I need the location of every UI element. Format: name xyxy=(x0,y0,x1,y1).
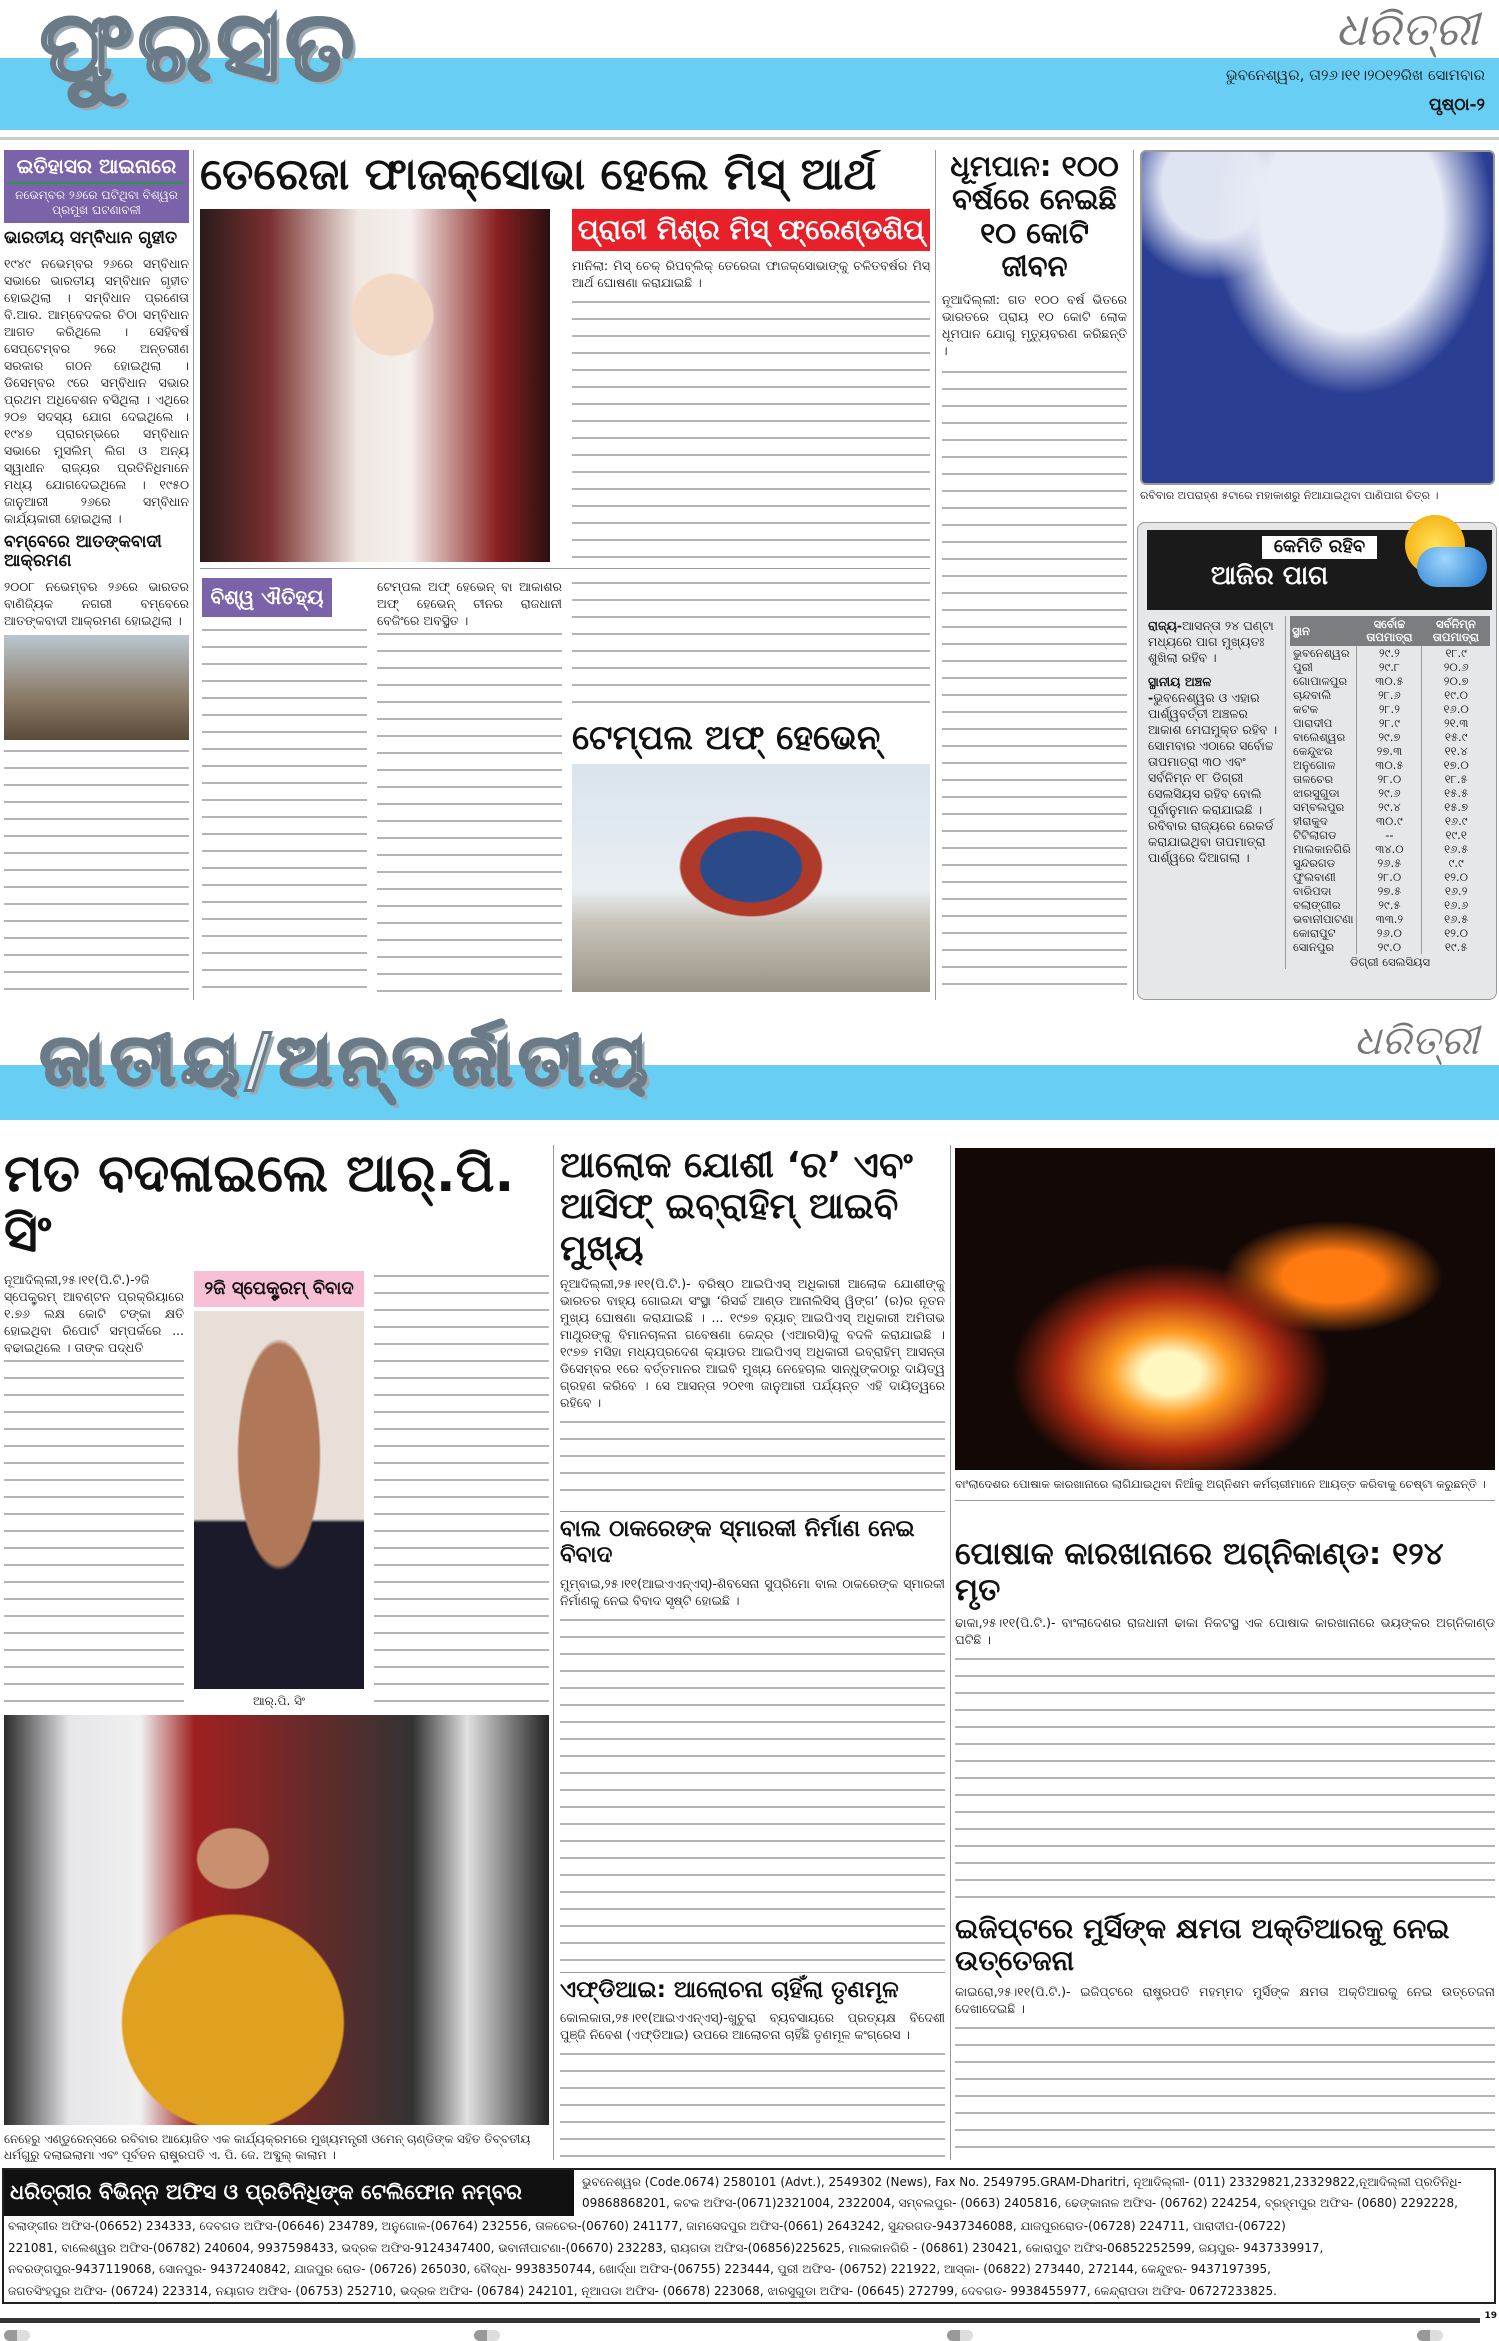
weather-row xyxy=(1290,842,1490,856)
registration-mark xyxy=(1417,2330,1443,2341)
weather-min: ୧୬.୬ xyxy=(1422,898,1490,912)
weather-row xyxy=(1290,800,1490,814)
weather-row xyxy=(1290,912,1490,926)
rp-headline: ମତ ବଦଳାଇଲେ ଆର୍.ପି. ସିଂ xyxy=(4,1145,515,1264)
weather-max: ୨୭.୫ xyxy=(1357,884,1422,898)
weather-place: ତାଳଚେର xyxy=(1293,772,1334,786)
weather-place: ସୁନ୍ଦରଗଡ xyxy=(1293,856,1336,870)
page-number: ପୃଷ୍ଠା-୨ xyxy=(1429,95,1485,115)
history-item-text: ୨୦୦୮ ନଭେମ୍ବର ୨୬ରେ ଭାରତର ବାଣିଜ୍ୟିକ ନଗରୀ ବମ୍ବେରେ ଆତଙ୍କବାଦୀ ଆକ୍ରମଣ ହୋଇଥିଲା । xyxy=(4,578,189,628)
weather-place: ବାରିପଦା xyxy=(1293,884,1332,898)
weather-row xyxy=(1290,772,1490,786)
registration-mark xyxy=(947,2330,973,2341)
divider xyxy=(950,1145,951,2160)
weather-row xyxy=(1290,744,1490,758)
col-min: ସର୍ବନିମ୍ନ ତାପମାତ୍ରା xyxy=(1432,617,1480,644)
weather-place: ମାଲକାନଗିରି xyxy=(1293,842,1351,856)
heritage-text-col2 xyxy=(377,629,562,992)
weather-row xyxy=(1290,674,1490,688)
weather-row xyxy=(1290,688,1490,702)
weather-max: ୩୦.୯ xyxy=(1357,814,1422,828)
rp-singh-photo xyxy=(194,1311,364,1689)
weather-row xyxy=(1290,758,1490,772)
egypt-text-continued xyxy=(955,2023,1495,2163)
weather-row xyxy=(1290,716,1490,730)
weather-place: ଗୋପାଳପୁର xyxy=(1293,674,1348,688)
weather-row xyxy=(1290,940,1490,954)
rp-text: ନୂଆଦିଲ୍ଲୀ,୨୫।୧୧(ପି.ଟି.)-୨ଜି ସ୍ପେକ୍ଟ୍ରମ୍ ଆବଣ୍ଟନ ପ୍ରକ୍ରିୟାରେ ୧.୭୬ ଲକ୍ଷ କୋଟି ଟଙ୍କା କ୍ଷତି ହୋଇଥିବା ରିପୋର୍ଟ ସମ୍ପର୍କରେ ... ବଢାଇଥିଲେ । ତାଙ୍କ ପଦ୍ଧତି xyxy=(4,1271,184,1355)
phone-line: ଭୁବନେଶ୍ୱର (Code.0674) 2580101 (Advt.), 2549302 (News), Fax No. 2549795.GRAM-Dharitri, ନୂଆଦିଲ୍ଲୀ- (011) 23329821,23329822,ନୂଆଦିଲ୍ଲୀ ପ୍ରତିନିଧି- xyxy=(582,2175,1462,2189)
thackeray-text-continued xyxy=(560,1615,945,1966)
weather-place: ଟିଟିଲାଗଡ xyxy=(1293,828,1337,842)
print-rule xyxy=(0,2318,1480,2323)
weather-max: ୨୮.୦ xyxy=(1357,772,1422,786)
smoking-headline: ଧୂମପାନ: ୧୦୦ ବର୍ଷରେ ନେଇଛି ୧୦ କୋଟି ଜୀବନ xyxy=(950,150,1119,284)
weather-unit: ଡିଗ୍ରୀ ସେଲସିୟସ xyxy=(1350,955,1430,969)
weather-row xyxy=(1290,884,1490,898)
divider xyxy=(193,150,194,1000)
weather-min: ୧୮.୯ xyxy=(1422,646,1490,660)
section2-brand: ଧରିତ୍ରୀ xyxy=(1354,1018,1479,1064)
factory-fire-photo xyxy=(955,1148,1495,1470)
fire-text-continued xyxy=(955,1654,1495,1906)
weather-min: ୧୨.୦ xyxy=(1422,870,1490,884)
phone-directory xyxy=(2,2168,1496,2304)
weather-place: କଟକ xyxy=(1293,702,1318,716)
thackeray-headline: ବାଲ ଠାକରେଙ୍କ ସ୍ମାରକୀ ନିର୍ମାଣ ନେଇ ବିବାଦ xyxy=(560,1511,945,1569)
weather-place: କୋରାପୁଟ xyxy=(1293,926,1336,940)
lead-text: ମାନିଲା: ମିସ୍ ଚେକ୍ ରିପବ୍ଲିକ୍ ତେରେଜା ଫାଜକ୍‌ସୋଭାଙ୍କୁ ଚଳିତବର୍ଷର ମିସ୍ ଆର୍ଥ ଘୋଷଣା କରାଯାଇଛି । xyxy=(572,257,930,290)
history-box-subtitle: ନଭେମ୍ବର ୨୬ରେ ଘଟିଥିବା ବିଶ୍ୱର ପ୍ରମୁଖ ଘଟଣାବଳୀ xyxy=(15,188,178,217)
weather-place: କେନ୍ଦୁଝର xyxy=(1293,744,1333,758)
heritage-headline: ଟେମ୍ପଲ ଅଫ୍ ହେଭେନ୍ xyxy=(572,717,881,758)
sub-banner: ପ୍ରାଚୀ ମିଶ୍ର ମିସ୍ ଫ୍ରେଣ୍ଡଶିପ୍ xyxy=(572,209,930,251)
weather-place: ଭବାନୀପାଟଣା xyxy=(1293,912,1354,926)
miss-earth-photo xyxy=(200,209,550,562)
weather-place: ସୋନପୁର xyxy=(1293,940,1335,954)
col-place: ସ୍ଥାନ xyxy=(1292,623,1310,638)
weather-max: ୨୯.୭ xyxy=(1357,730,1422,744)
weather-max: ୩୦.୫ xyxy=(1357,674,1422,688)
weather-state-label: ରାଜ୍ୟ- xyxy=(1148,618,1183,633)
weather-max: ୨୮.୦ xyxy=(1357,870,1422,884)
weather-max: ୨୬.୫ xyxy=(1357,856,1422,870)
history-box-title: ଇତିହାସର ଆଇନାରେ xyxy=(9,155,184,184)
print-page-number: 19 xyxy=(1484,2311,1497,2321)
weather-max: ୨୯.୬ xyxy=(1357,786,1422,800)
history-item-text: ୧୯୪୯ ନଭେମ୍ବର ୨୬ରେ ସମ୍ବିଧାନ ସଭାରେ ଭାରତୀୟ ସମ୍ବିଧାନ ଗୃହୀତ ହୋଇଥିଲା । ସମ୍ବିଧାନ ପ୍ରଣେତା ବି.ଆର. ଆମ୍ବେଦକର ଚିଠା ସମ୍ବିଧାନ ଆଗତ କରିଥିଲେ । ସେହିବର୍ଷ ସେପ୍ଟେମ୍ବର ୨ରେ ଅନ୍ତରୀଣ ସରକାର ଗଠନ ହୋଇଥିଲା । ଡିସେମ୍ବର ୯ରେ ସମ୍ବିଧାନ ସଭାର ପ୍ରଥମ ଅଧିବେଶନ ବସିଥିଲା । ଏଥିରେ ୨୦୭ ସଦସ୍ୟ ଯୋଗ ଦେଇଥିଲେ । ୧୯୪୭ ପ୍ରାରମ୍ଭରେ ସମ୍ବିଧାନ ସଭାରେ ମୁସଲିମ୍ ଲିଗ ଓ ଅନ୍ୟ ସ୍ୱାଧୀନ ରାଜ୍ୟର ପ୍ରତିନିଧିମାନେ ମଧ୍ୟ ଯୋଗଦେଇଥିଲେ । ୧୯୫୦ ଜାନୁଆରୀ ୨୬ରେ ସମ୍ବିଧାନ କାର୍ଯ୍ୟକାରୀ ହୋଇଥିଲା । xyxy=(4,255,189,526)
heritage-text-col1 xyxy=(202,625,367,992)
temple-of-heaven-photo xyxy=(572,764,930,992)
col-max: ସର୍ବୋଚ୍ଚ ତାପମାତ୍ରା xyxy=(1366,617,1413,644)
raw-text: ନୂଆଦିଲ୍ଲୀ,୨୫।୧୧(ପି.ଟି.)- ବରିଷ୍ଠ ଆଇପିଏସ୍ ଅଧିକାରୀ ଆଲୋକ ଯୋଶୀଙ୍କୁ ଭାରତର ବାହ୍ୟ ଗୋଇନ୍ଦା ସଂସ୍ଥା ‘ରିସର୍ଚ୍ଚ ଆଣ୍ଡ ଆନାଲିସିସ୍ ୱିଙ୍ଗ’ (ର)ର ନୂତନ ମୁଖ୍ୟ ଘୋଷଣା କରାଯାଇଛି । ... ୧୯୭୭ ବ୍ୟାଚ୍ ଆଇପିଏସ୍ ଅଧିକାରୀ ଅମିତାଭ ମାଥୁରଙ୍କୁ ବିମାନଚାଳନା ଗବେଷଣା କେନ୍ଦ୍ର (ଏଆରସି)କୁ ବଦଳି କରାଯାଇଛି । ୧୯୭୭ ମସିହା ମଧ୍ୟପ୍ରଦେଶ କ୍ୟାଡର ଆଇପିଏସ୍ ଅଧିକାରୀ ଇବ୍ରାହିମ୍ ଆସନ୍ତା ଡିସେମ୍ବର ୧ରେ ବର୍ତ୍ତମାନର ଆଇବି ମୁଖ୍ୟ ନେହେଚାଲ ସାନ୍ଧୁଙ୍କଠାରୁ ଦାୟିତ୍ୱ ଗ୍ରହଣ କରିବେ । ସେ ଆସନ୍ତା ୨୦୧୩ ଜାନୁଆରୀ ପର୍ଯ୍ୟନ୍ତ ଏହି ଦାୟିତ୍ୱରେ ରହିବେ । xyxy=(560,1276,945,1411)
weather-place: ବାଲେଶ୍ୱର xyxy=(1293,730,1346,744)
lead-text-continued xyxy=(572,297,930,562)
fire-text: ଢାକା,୨୫।୧୧(ପି.ଟି.)- ବାଂଲାଦେଶର ରାଜଧାନୀ ଢାକା ନିକଟସ୍ଥ ଏକ ପୋଷାକ କାରଖାନାରେ ଭୟଙ୍କର ଅଗ୍ନିକାଣ୍ଡ ଘଟିଛି । xyxy=(955,1615,1495,1648)
weather-min: ୧୫.୫ xyxy=(1422,786,1490,800)
weather-min: ୧୬.୨ xyxy=(1422,884,1490,898)
weather-max: ୨୯.୫ xyxy=(1357,898,1422,912)
registration-mark xyxy=(4,2330,30,2341)
weather-place: ଭୁବନେଶ୍ୱର xyxy=(1293,646,1350,660)
weather-min: ୧୨.୦ xyxy=(1422,926,1490,940)
dateline: ଭୁବନେଶ୍ୱର, ତା୨୬।୧୧।୨୦୧୨ରିଖ ସୋମବାର xyxy=(1225,66,1485,84)
weather-min: ୧୬.୦ xyxy=(1422,702,1490,716)
weather-min: ୧୫.୭ xyxy=(1422,800,1490,814)
weather-row xyxy=(1290,814,1490,828)
weather-min: ୧୭.୦ xyxy=(1422,758,1490,772)
divider xyxy=(0,137,1499,140)
weather-min: ୧୧.୪ xyxy=(1422,744,1490,758)
weather-title-1: କେମିତି ରହିବ xyxy=(1262,536,1377,559)
weather-max: ୨୯.୪ xyxy=(1357,800,1422,814)
weather-local-label: ସ୍ଥାନୀୟ ଅଞ୍ଚଳ - xyxy=(1148,674,1212,705)
rp-text-col2 xyxy=(374,1271,549,1709)
weather-min: ୧୫.୯ xyxy=(1422,730,1490,744)
divider xyxy=(553,1145,554,2160)
weather-place: ପାରାଦୀପ xyxy=(1293,716,1333,730)
weather-row xyxy=(1290,870,1490,884)
raw-text-continued xyxy=(560,1417,945,1505)
divider xyxy=(200,568,930,569)
weather-table xyxy=(1290,616,1490,954)
weather-min: ୨୦.୬ xyxy=(1422,660,1490,674)
fdi-text: କୋଲକାତା,୨୫।୧୧(ଆଇଏଏନ୍‌ଏସ୍)-ଖୁଚୁରା ବ୍ୟବସାୟରେ ପ୍ରତ୍ୟକ୍ଷ ବିଦେଶୀ ପୁଞ୍ଜି ନିବେଶ (ଏଫ୍‌ଡିଆଇ) ଉପରେ ଆଲୋଚନା ଚାହିଁଛି ତୃଣମୂଳ କଂଗ୍ରେସ । xyxy=(560,2009,945,2042)
dalai-lama-photo xyxy=(4,1715,549,2125)
weather-min: ୨୦.୭ xyxy=(1422,674,1490,688)
weather-row xyxy=(1290,856,1490,870)
registration-mark xyxy=(474,2330,500,2341)
weather-max: ୨୭.୩ xyxy=(1357,744,1422,758)
weather-place: ପୁରୀ xyxy=(1293,660,1313,674)
satellite-map xyxy=(1140,150,1495,485)
weather-place: ସମ୍ବଲପୁର xyxy=(1293,800,1345,814)
fire-photo-caption: ବାଂଲାଦେଶର ପୋଷାକ କାରଖାନାରେ ଲାଗିଯାଇଥିବା ନିଆଁକୁ ଅଗ୍ନିଶମ କର୍ମଚାରୀମାନେ ଆୟତ୍ତ କରିବାକୁ ଚେଷ୍ଟା କରୁଛନ୍ତି । xyxy=(955,1476,1495,1501)
weather-row xyxy=(1290,898,1490,912)
thackeray-text: ମୁମ୍ବାଇ,୨୫।୧୧(ଆଇଏଏନ୍‌ଏସ୍)-ଶିବସେନା ସୁପ୍ରିମୋ ବାଲ ଠାକରେଙ୍କ ସ୍ମାରକୀ ନିର୍ମାଣକୁ ନେଇ ବିବାଦ ସୃଷ୍ଟି ହୋଇଛି । xyxy=(560,1575,945,1608)
lead-headline: ତେରେଜା ଫାଜକ୍‌ସୋଭା ହେଲେ ମିସ୍ ଆର୍ଥ xyxy=(200,150,877,200)
weather-row xyxy=(1290,926,1490,940)
rp-tag: ୨ଜି ସ୍ପେକ୍ଟ୍ରମ୍ ବିବାଦ xyxy=(194,1271,364,1308)
phone-directory-title: ଧରିତ୍ରୀର ବିଭିନ୍ନ ଅଫିସ ଓ ପ୍ରତିନିଧିଙ୍କ ଟେଲିଫୋନ ନମ୍ବର xyxy=(4,2170,574,2216)
egypt-headline: ଇଜିପ୍ଟରେ ମୁର୍ସିଙ୍କ କ୍ଷମତା ଅକ୍ତିଆରକୁ ନେଇ ଉତ୍ତେଜନା xyxy=(955,1911,1450,1977)
phone-line: ନବରଙ୍ଗପୁର-9437119068, ସୋନପୁର- 9437240842, ଯାଜପୁର ରୋଡ- (06726) 265030, ବୌଦ୍ଧ- 9938350744, ଖୋର୍ଦ୍ଧା ଅଫିସ-(06755) 223444, ପୁରୀ ଅଫିସ- (06752) 221922, ଆସ୍କା- (06822) 273440, 272144, କେନ୍ଦୁଝର- 9437197395, xyxy=(8,2262,1271,2276)
weather-place: ବଲାଙ୍ଗୀର xyxy=(1293,898,1341,912)
egypt-text: କାଇରୋ,୨୫।୧୧(ପି.ଟି.)- ଇଜିପ୍ଟରେ ରାଷ୍ଟ୍ରପତି ମହମ୍ମଦ ମୁର୍ସିଙ୍କ କ୍ଷମତା ଅକ୍ତିଆରକୁ ନେଇ ଉତ୍ତେଜନା ଦେଖାଦେଇଛି । xyxy=(955,1983,1495,2016)
history-item-title: ଭାରତୀୟ ସମ୍ବିଧାନ ଗୃହୀତ xyxy=(4,228,178,248)
mumbai-attack-photo xyxy=(4,635,189,740)
section-logo: ଫୁରସତ xyxy=(40,0,360,102)
phone-line: ବଲାଙ୍ଗୀର ଅଫିସ-(06652) 234333, ଦେବଗଡ ଅଫିସ-(06646) 234789, ଅନୁଗୋଳ-(06764) 232556, ତାଳଚେର-(06760) 241177, ଜାମସେଦପୁର ଅଫିସ-(0661) 2643242, ସୁନ୍ଦରଗଡ-9437346088, ଯାଜପୁରରୋଡ-(06728) 224711, ପାରାଦୀପ-(06722) xyxy=(8,2219,1286,2233)
sun-cloud-icon xyxy=(1395,505,1485,595)
weather-min: ୧୬.୫ xyxy=(1422,912,1490,926)
history-box xyxy=(4,150,189,223)
weather-local-text: ଭୁବନେଶ୍ୱର ଓ ଏହାର ପାର୍ଶ୍ୱବର୍ତ୍ତୀ ଅଞ୍ଚଳର ଆକାଶ ମେଘମୁକ୍ତ ରହିବ । ସୋମବାର ଏଠାରେ ସର୍ବୋଚ୍ଚ ତାପମାତ୍ରା ୩୦ ଏବଂ ସର୍ବନିମ୍ନ ୧୮ ଡିଗ୍ରୀ ସେଲସିୟସ ରହିବ ବୋଲି ପୂର୍ବାନୁମାନ କରାଯାଇଛି । ରବିବାର ରାଜ୍ୟରେ ରେକର୍ଡ କରାଯାଇଥିବା ତାପମାତ୍ରା ପାର୍ଶ୍ୱରେ ଦିଆଗଲା । xyxy=(1148,690,1278,865)
weather-row xyxy=(1290,786,1490,800)
weather-max: ୨୯.୨ xyxy=(1357,646,1422,660)
weather-place: ଝାରସୁଗୁଡା xyxy=(1293,786,1340,800)
weather-row xyxy=(1290,660,1490,674)
weather-place: ଚାନ୍ଦବାଲି xyxy=(1293,688,1332,702)
fire-headline: ପୋଷାକ କାରଖାନାରେ ଅଗ୍ନିକାଣ୍ଡ: ୧୨୪ ମୃତ xyxy=(955,1536,1444,1608)
weather-max: ୨୮.୬ xyxy=(1357,688,1422,702)
satellite-caption: ରବିବାର ଅପରାହ୍ଣ ୫ଟାରେ ମହାକାଶରୁ ନିଆଯାଇଥିବା ପାଣିପାଗ ଚିତ୍ର । xyxy=(1140,489,1439,502)
weather-max: ୩୩.୨ xyxy=(1357,912,1422,926)
phone-line: 221081, ବାଲେଶ୍ୱର ଅଫିସ-(06782) 240604, 9937598433, ଭଦ୍ରକ ଅଫିସ-9124347400, ଭବାନୀପାଟଣା-(06670) 232283, ରାୟଗଡା ଅଫିସ-(06856)225625, ମାଲକାନଗିରି - (06861) 230421, କୋରାପୁଟ ଅଫିସ-06852252599, ଜୟପୁର- 9437339917, xyxy=(8,2240,1324,2255)
fdi-text-continued xyxy=(560,2049,945,2163)
fdi-headline: ଏଫ୍‌ଡିଆଇ: ଆଲୋଚନା ଚାହିଁଲା ତୃଣମୂଳ xyxy=(560,1972,945,2003)
weather-row xyxy=(1290,730,1490,744)
heritage-text: ଟେମ୍ପଲ ଅଫ୍ ହେଭେନ୍ ବା ଆକାଶର ଅଫ୍ ହେଭେନ୍ ଚୀନର ରାଜଧାନୀ ବେଜିଂରେ ଅବସ୍ଥିତ । xyxy=(377,579,562,628)
weather-min: ୯.୯ xyxy=(1422,856,1490,870)
smoking-text: ନୂଆଦିଲ୍ଲୀ: ଗତ ୧୦୦ ବର୍ଷ ଭିତରେ ଭାରତରେ ପ୍ରାୟ ୧୦ କୋଟି ଲୋକ ଧୂମପାନ ଯୋଗୁ ମୃତ୍ୟୁବରଣ କରିଛନ୍ତି । xyxy=(942,292,1127,359)
weather-title-2: ଆଜିର ପାଗ xyxy=(1210,560,1329,591)
rp-photo-caption: ଆର୍.ପି. ସିଂ xyxy=(252,1694,306,1708)
weather-min: ୧୬.୫ xyxy=(1422,842,1490,856)
weather-min: ୧୯.୦ xyxy=(1422,688,1490,702)
weather-place: ହୀରାକୁଦ xyxy=(1293,814,1328,828)
weather-max: ୨୯.୮ xyxy=(1357,660,1422,674)
rp-text-col1 xyxy=(4,1356,184,1709)
dalai-lama-caption: ନେହେରୁ ଏଣ୍ଡୁରେନ୍‌ସରେ ରବିବାର ଆୟୋଜିତ ଏକ କାର୍ଯ୍ୟକ୍ରମରେ ମୁଖ୍ୟମନ୍ତ୍ରୀ ଓମେନ୍ ଚାଣ୍ଡିଙ୍କ ସହିତ ତିବ୍ବତୀୟ ଧର୍ମଗୁରୁ ଦଲାଇଲାମା ଏବଂ ପୂର୍ବତନ ରାଷ୍ଟ୍ରପତି ଏ. ପି. ଜେ. ଅବ୍ଦୁଲ୍ କାଲାମ । xyxy=(4,2132,531,2162)
weather-max: ୨୬.୦ xyxy=(1357,926,1422,940)
weather-max: ୨୮.୯ xyxy=(1357,716,1422,730)
divider xyxy=(935,150,936,1000)
raw-headline: ଆଲୋକ ଯୋଶୀ ‘ର’ ଏବଂ ଆସିଫ୍ ଇବ୍ରାହିମ୍ ଆଇବି ମୁଖ୍ୟ xyxy=(560,1145,913,1269)
weather-max: ୨୯.୦ xyxy=(1357,940,1422,954)
weather-place: ଫୁଲବାଣୀ xyxy=(1293,870,1336,884)
weather-place: ଅନୁଗୋଳ xyxy=(1293,758,1336,772)
heritage-box: ବିଶ୍ୱ ଐତିହ୍ୟ xyxy=(202,578,332,617)
phone-line: ଜଗତସିଂହପୁର ଅଫିସ- (06724) 223314, ନୟାଗଡ ଅଫିସ- (06753) 252710, ଭଦ୍ରକ ଅଫିସ- (06784) 242101, ନୂଆପଡା ଅଫିସ- (06678) 223068, ଝାରସୁଗୁଡା ଅଫିସ- (06645) 272799, ଦେବଗଡ- 9938455977, କେନ୍ଦ୍ରାପଡା ଅଫିସ- 06727233825. xyxy=(8,2283,1277,2298)
weather-row xyxy=(1290,702,1490,716)
weather-max: ୩୦.୫ xyxy=(1357,758,1422,772)
weather-row xyxy=(1290,646,1490,660)
weather-min: ୧୬.୯ xyxy=(1422,814,1490,828)
phone-line: 09868868201, କଟକ ଅଫିସ-(0671)2321004, 2322004, ସମ୍ବଲପୁର- (0663) 2405816, ଢେଙ୍କାନାଳ ଅଫିସ- (06762) 224254, ବ୍ରହ୍ମପୁର ଅଫିସ- (0680) 2292228, xyxy=(582,2196,1458,2210)
weather-min: ୧୯.୧ xyxy=(1422,828,1490,842)
weather-max: ୨୮.୨ xyxy=(1357,702,1422,716)
weather-row xyxy=(1290,828,1490,842)
weather-state-text: ଆସନ୍ତା ୨୪ ଘଣ୍ଟା ମଧ୍ୟରେ ପାଗ ମୁଖ୍ୟତଃ ଶୁଖିଲା ରହିବ । xyxy=(1148,618,1274,665)
section2-title: ଜାତୀୟ/ଅନ୍ତର୍ଜାତୀୟ xyxy=(40,1019,654,1101)
history-item-title: ବମ୍ବେରେ ଆତଙ୍କବାଦୀ ଆକ୍ରମଣ xyxy=(4,531,162,572)
smoking-text-continued xyxy=(942,367,1127,1000)
weather-min: ୧୯.୫ xyxy=(1422,940,1490,954)
weather-min: ୧୮.୫ xyxy=(1422,772,1490,786)
brand-logo: ଧରିତ୍ରୀ xyxy=(1335,2,1479,56)
history-text-continued xyxy=(4,746,189,1000)
weather-max: -- xyxy=(1357,828,1422,842)
weather-min: ୨୧.୩ xyxy=(1422,716,1490,730)
heritage-text-col3 xyxy=(572,578,930,713)
divider xyxy=(1133,150,1134,1000)
weather-max: ୩୪.୦ xyxy=(1357,842,1422,856)
